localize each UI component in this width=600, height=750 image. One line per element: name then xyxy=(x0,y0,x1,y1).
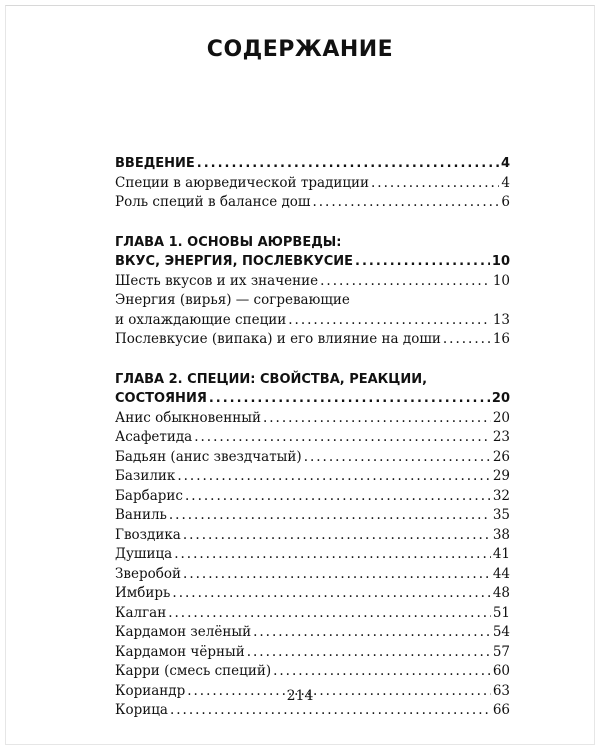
table-of-contents xyxy=(115,154,510,741)
toc-entry-title: Анис обыкновенный xyxy=(115,409,261,426)
toc-entry-title: Роль специй в балансе дош xyxy=(115,194,311,210)
toc-entry[interactable] xyxy=(115,545,510,565)
toc-entry-title: Имбирь xyxy=(115,585,171,601)
toc-entry-title: Асафетида xyxy=(115,429,193,445)
toc-section-chapter-1 xyxy=(115,233,510,350)
dot-leader xyxy=(172,584,490,604)
dot-leader xyxy=(197,154,499,174)
toc-page-number: 26 xyxy=(492,448,510,465)
toc-entry[interactable] xyxy=(115,526,510,546)
toc-entry[interactable] xyxy=(115,643,510,663)
chapter-2-title-line-2: СОСТОЯНИЯ xyxy=(115,391,207,406)
toc-section-chapter-2 xyxy=(115,370,510,721)
toc-entry-title-line-2: и охлаждающие специи xyxy=(115,311,287,328)
toc-entry-title: Бадьян (анис звездчатый) xyxy=(115,448,302,465)
toc-page-number: 35 xyxy=(492,507,510,523)
toc-heading-chapter-2[interactable] xyxy=(115,389,510,409)
toc-entry-title: Барбарис xyxy=(115,487,183,504)
toc-entry-title: Базилик xyxy=(115,468,176,484)
toc-entry-title: Шесть вкусов и их значение xyxy=(115,272,319,289)
toc-page-number: 20 xyxy=(492,409,510,426)
toc-page-number: 10 xyxy=(491,254,510,269)
chapter-2-title-line-1[interactable]: ГЛАВА 2. СПЕЦИИ: СВОЙСТВА, РЕАКЦИИ, xyxy=(115,371,428,387)
toc-entry-title: Специи в аюрведической традиции xyxy=(115,174,369,191)
toc-page-number: 38 xyxy=(492,526,510,543)
page-number: 214 xyxy=(286,688,314,704)
toc-entry[interactable] xyxy=(115,604,510,624)
toc-entry-title: Душица xyxy=(115,546,173,562)
dot-leader xyxy=(169,506,491,526)
toc-page-number: 44 xyxy=(492,565,510,582)
toc-entry-title: Кориандр xyxy=(115,682,186,699)
toc-entry[interactable] xyxy=(115,272,510,292)
dot-leader xyxy=(355,252,490,272)
dot-leader xyxy=(312,193,499,213)
toc-entry-title: Гвоздика xyxy=(115,526,181,543)
toc-entry[interactable] xyxy=(115,506,510,526)
toc-page-number: 16 xyxy=(492,331,510,347)
toc-entry-title: Карри (смесь специй) xyxy=(115,663,272,679)
dot-leader xyxy=(443,330,491,350)
dot-leader xyxy=(209,389,490,409)
toc-entry-title: Послевкусие (випака) и его влияние на доши xyxy=(115,331,441,347)
toc-page-number: 54 xyxy=(492,624,510,640)
toc-entry[interactable] xyxy=(115,565,510,585)
toc-page-number: 23 xyxy=(492,429,510,445)
toc-entry[interactable] xyxy=(115,193,510,213)
toc-page-number: 51 xyxy=(492,604,510,621)
dot-leader xyxy=(194,428,491,448)
toc-entry[interactable] xyxy=(115,174,510,194)
toc-heading-intro[interactable] xyxy=(115,154,510,174)
toc-entry[interactable] xyxy=(115,409,510,429)
toc-page-number: 66 xyxy=(492,702,510,718)
toc-page-number: 41 xyxy=(492,546,510,562)
toc-entry[interactable] xyxy=(115,428,510,448)
toc-entry-title: Кардамон зелёный xyxy=(115,624,252,640)
toc-page-number: 20 xyxy=(491,391,510,406)
dot-leader xyxy=(371,174,499,194)
dot-leader xyxy=(168,604,491,624)
dot-leader xyxy=(320,272,491,292)
dot-leader xyxy=(174,545,491,565)
toc-page-number: 29 xyxy=(492,468,510,484)
page-title: СОДЕРЖАНИЕ xyxy=(206,37,394,62)
toc-section-intro xyxy=(115,154,510,213)
toc-entry[interactable] xyxy=(115,487,510,507)
toc-page-number: 60 xyxy=(492,663,510,679)
toc-page-number: 48 xyxy=(492,585,510,601)
toc-page-number: 57 xyxy=(492,643,510,660)
dot-leader xyxy=(185,487,491,507)
dot-leader xyxy=(183,526,491,546)
chapter-1-title-line-1[interactable]: ГЛАВА 1. ОСНОВЫ АЮРВЕДЫ: xyxy=(115,234,342,250)
dot-leader xyxy=(183,565,491,585)
toc-heading-title: ВВЕДЕНИЕ xyxy=(115,156,195,171)
toc-entry-title: Зверобой xyxy=(115,565,182,582)
toc-entry-title: Корица xyxy=(115,702,168,718)
toc-page-number: 10 xyxy=(492,272,510,289)
toc-page-number: 63 xyxy=(492,682,510,699)
dot-leader xyxy=(273,662,491,682)
dot-leader xyxy=(263,409,491,429)
toc-entry-title: Кардамон чёрный xyxy=(115,643,245,660)
toc-entry[interactable] xyxy=(115,584,510,604)
dot-leader xyxy=(304,448,491,468)
toc-entry[interactable] xyxy=(115,311,510,331)
toc-entry-title: Ваниль xyxy=(115,507,167,523)
toc-heading-chapter-1[interactable] xyxy=(115,252,510,272)
toc-page-number: 4 xyxy=(501,174,510,191)
dot-leader xyxy=(288,311,491,331)
toc-entry[interactable] xyxy=(115,448,510,468)
dot-leader xyxy=(247,643,491,663)
toc-entry[interactable] xyxy=(115,662,510,682)
toc-entry-title: Калган xyxy=(115,604,167,621)
toc-entry[interactable] xyxy=(115,330,510,350)
toc-entry[interactable] xyxy=(115,623,510,643)
dot-leader xyxy=(253,623,491,643)
toc-entry[interactable] xyxy=(115,467,510,487)
chapter-1-title-line-2: ВКУС, ЭНЕРГИЯ, ПОСЛЕВКУСИЕ xyxy=(115,254,354,269)
toc-page-number: 32 xyxy=(492,487,510,504)
toc-page-number: 4 xyxy=(500,156,510,171)
dot-leader xyxy=(177,467,490,487)
toc-entry-title-line-1[interactable]: Энергия (вирья) — согревающие xyxy=(115,292,350,308)
toc-page-number: 6 xyxy=(501,194,510,210)
toc-page-number: 13 xyxy=(492,311,510,328)
